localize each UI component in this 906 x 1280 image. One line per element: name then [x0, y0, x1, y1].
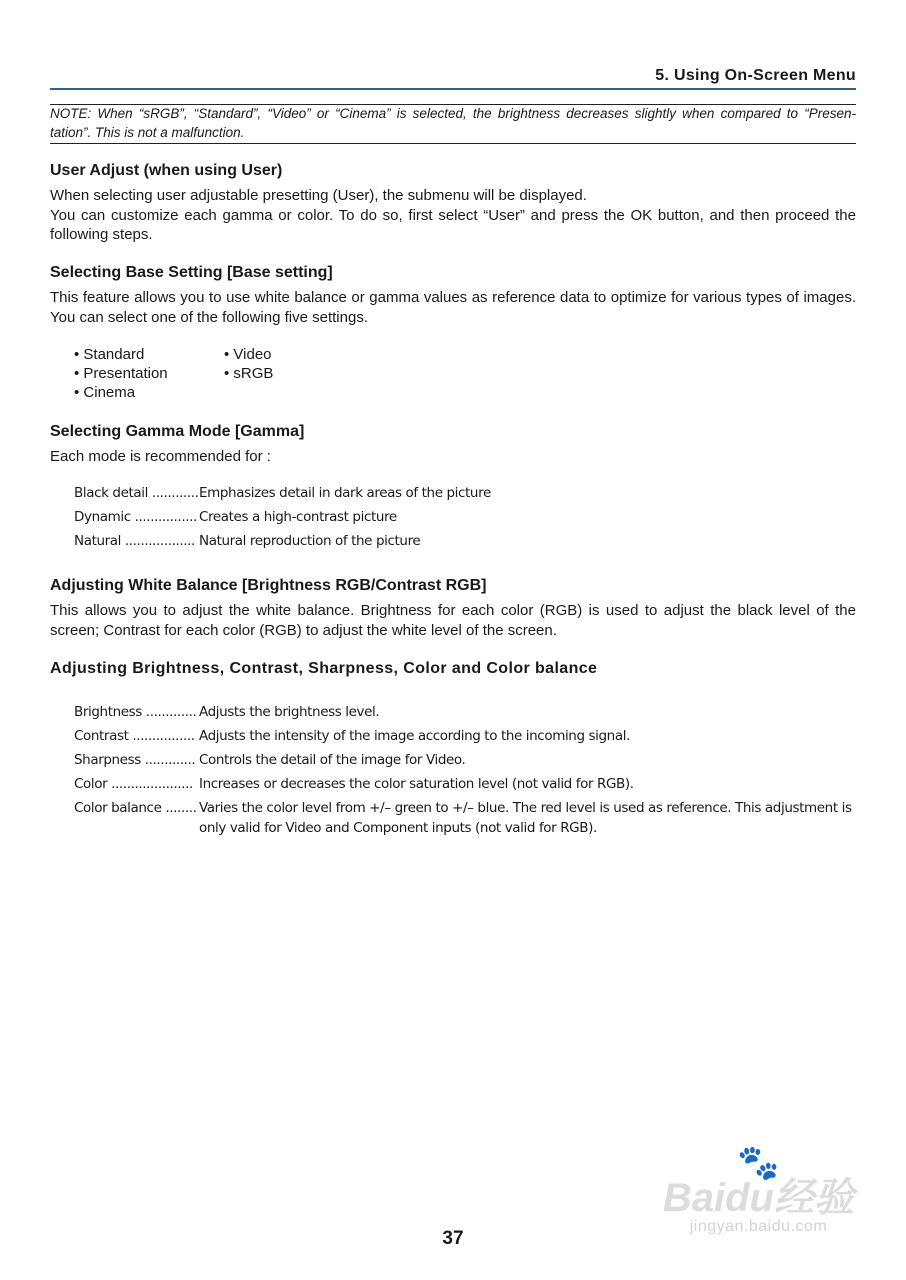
picture-adjust-list — [74, 703, 856, 843]
adjust-description: Varies the color level from +/– green to +/– blue. The red level is used as reference. This adjustment is only valid for Video and Component inputs (not valid for RGB). — [199, 800, 852, 836]
picture-adjust-heading: Adjusting Brightness, Contrast, Sharpness, Color and Color balance — [50, 660, 598, 677]
list-item — [74, 799, 856, 838]
list-item: • Video — [224, 346, 272, 363]
gamma-description: Natural reproduction of the picture — [199, 533, 421, 549]
adjust-term: Sharpness ............. — [74, 752, 196, 768]
base-setting-text: This feature allows you to use white balance or gamma values as reference data to optimize for various types of images. You can select one of the following five settings. — [50, 289, 856, 326]
adjust-description: Adjusts the intensity of the image according to the incoming signal. — [199, 728, 630, 744]
list-item — [74, 508, 856, 528]
note-text: NOTE: When “sRGB”, “Standard”, “Video” or “Cinema” is selected, the brightness decreases slightly when compared to “Presen- tation”. This is not a malfunction. — [50, 104, 856, 144]
adjust-term: Color balance ........ — [74, 800, 197, 816]
baidu-watermark — [662, 1144, 854, 1236]
adjust-term: Contrast ................ — [74, 728, 195, 744]
user-adjust-heading: User Adjust (when using User) — [50, 162, 283, 179]
list-item — [74, 703, 856, 723]
note-top-rule — [50, 104, 856, 105]
header-rule — [50, 88, 856, 90]
list-item — [74, 775, 856, 795]
list-item: • sRGB — [224, 365, 274, 382]
gamma-description: Emphasizes detail in dark areas of the picture — [199, 485, 491, 501]
base-setting-heading: Selecting Base Setting [Base setting] — [50, 264, 333, 281]
adjust-term: Color ..................... — [74, 776, 193, 792]
list-item: • Cinema — [74, 384, 136, 401]
adjust-description: Increases or decreases the color saturation level (not valid for RGB). — [199, 776, 634, 792]
user-adjust-line-1: When selecting user adjustable presetting (User), the submenu will be displayed. — [50, 187, 587, 204]
adjust-description: Controls the detail of the image for Video. — [199, 752, 466, 768]
list-item: • Presentation — [74, 365, 168, 382]
white-balance-heading: Adjusting White Balance [Brightness RGB/Contrast RGB] — [50, 577, 487, 594]
gamma-term: Dynamic ................ — [74, 509, 197, 525]
gamma-term: Natural .................. — [74, 533, 195, 549]
gamma-mode-list — [74, 484, 856, 556]
list-item — [74, 484, 856, 504]
list-item — [74, 727, 856, 747]
list-item — [74, 751, 856, 771]
base-setting-options — [74, 345, 374, 402]
list-item: • Standard — [74, 346, 145, 363]
gamma-heading: Selecting Gamma Mode [Gamma] — [50, 423, 305, 440]
white-balance-text: This allows you to adjust the white balance. Brightness for each color (RGB) is used to adjust the black level of the screen; Contrast for each color (RGB) to adjust the white level of the screen. — [50, 602, 856, 639]
list-item — [74, 532, 856, 552]
user-adjust-line-2: You can customize each gamma or color. To do so, first select “User” and press the OK button, and then proceed the following steps. — [50, 206, 856, 243]
watermark-logo: Baidu经验 — [662, 1176, 854, 1220]
gamma-description: Creates a high-contrast picture — [199, 509, 397, 525]
gamma-term: Black detail ............ — [74, 485, 199, 501]
page-number: 37 — [442, 1228, 464, 1249]
watermark-url: jingyan.baidu.com — [689, 1218, 828, 1235]
user-adjust-text — [50, 186, 856, 245]
gamma-intro: Each mode is recommended for : — [50, 448, 271, 465]
section-title: 5. Using On-Screen Menu — [655, 67, 856, 84]
adjust-term: Brightness ............. — [74, 704, 197, 720]
adjust-description: Adjusts the brightness level. — [199, 704, 380, 720]
paw-icon: 🐾 — [737, 1144, 780, 1182]
